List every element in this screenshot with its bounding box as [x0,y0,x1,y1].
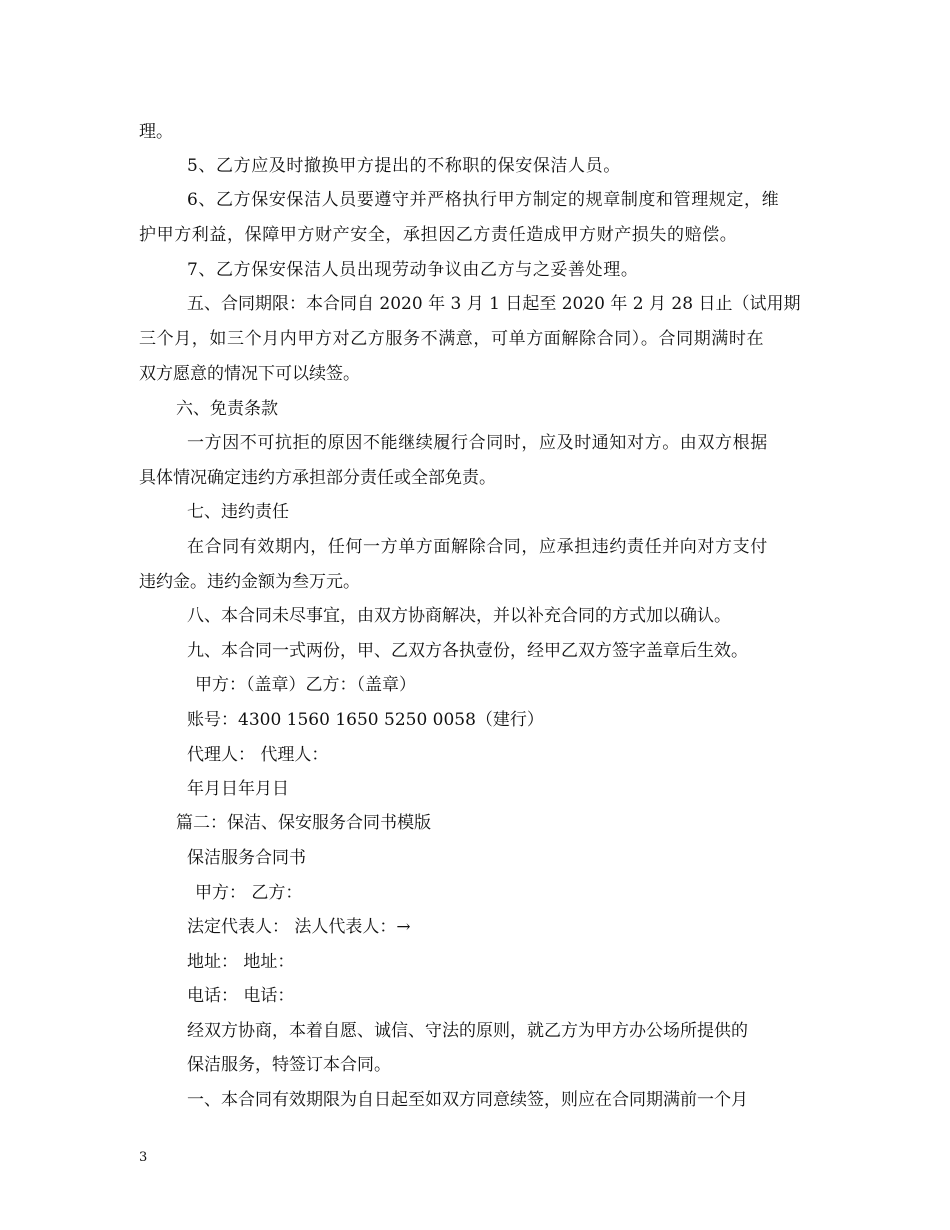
text-line-14: 违约金。违约金额为叁万元。 [139,572,360,592]
phone-line: 电话： 电话： [187,986,295,1006]
text-line-29: 一、本合同有效期限为自日起至如双方同意续签，则应在合同期满前一个月 [187,1090,748,1110]
page-number: 3 [139,1150,148,1165]
text-line-13: 在合同有效期内，任何一方单方面解除合同，应承担违约责任并向对方支付 [187,537,768,557]
text-line-27: 经双方协商，本着自愿、诚信、守法的原则，就乙方为甲方办公场所提供的 [187,1021,748,1041]
text-line-5: 7、乙方保安保洁人员出现劳动争议由乙方与之妥善处理。 [187,260,639,280]
text-line-11: 具体情况确定违约方承担部分责任或全部免责。 [139,468,496,488]
legal-rep-line: 法定代表人： 法人代表人：→ [187,917,411,937]
text-line-16: 九、本合同一式两份，甲、乙双方各执壹份，经甲乙双方签字盖章后生效。 [187,641,748,661]
text-line-15: 八、本合同未尽事宜，由双方协商解决，并以补充合同的方式加以确认。 [187,606,731,626]
party-line: 甲方： 乙方： [195,883,303,903]
section-heading-6: 六、免责条款 [176,399,278,419]
text-line-10: 一方因不可抗拒的原因不能继续履行合同时，应及时通知对方。由双方根据 [187,433,768,453]
text-line-1: 理。 [139,122,173,142]
agent-line: 代理人： 代理人： [187,745,329,765]
signature-party-line: 甲方：（盖章）乙方：（盖章） [195,675,416,695]
address-line: 地址： 地址： [187,952,295,972]
contract-title: 保洁服务合同书 [187,848,306,868]
text-line-6: 五、合同期限：本合同自 2020 年 3 月 1 日起至 2020 年 2 月 28 日止（试用期 [187,294,801,314]
text-line-7: 三个月，如三个月内甲方对乙方服务不满意，可单方面解除合同）。合同期满时在 [139,329,765,349]
text-line-8: 双方愿意的情况下可以续签。 [139,364,360,384]
date-line: 年月日年月日 [187,779,289,799]
section-heading-7: 七、违约责任 [187,502,289,522]
text-line-2: 5、乙方应及时撤换甲方提出的不称职的保安保洁人员。 [187,156,621,176]
text-line-3: 6、乙方保安保洁人员要遵守并严格执行甲方制定的规章制度和管理规定，维 [187,190,780,210]
text-line-28: 保洁服务，特签订本合同。 [187,1055,391,1075]
account-number-line: 账号：4300 1560 1650 5250 0058（建行） [187,710,544,730]
chapter-title: 篇二：保洁、保安服务合同书模版 [176,813,431,833]
text-line-4: 护甲方利益，保障甲方财产安全，承担因乙方责任造成甲方财产损失的赔偿。 [139,225,738,245]
